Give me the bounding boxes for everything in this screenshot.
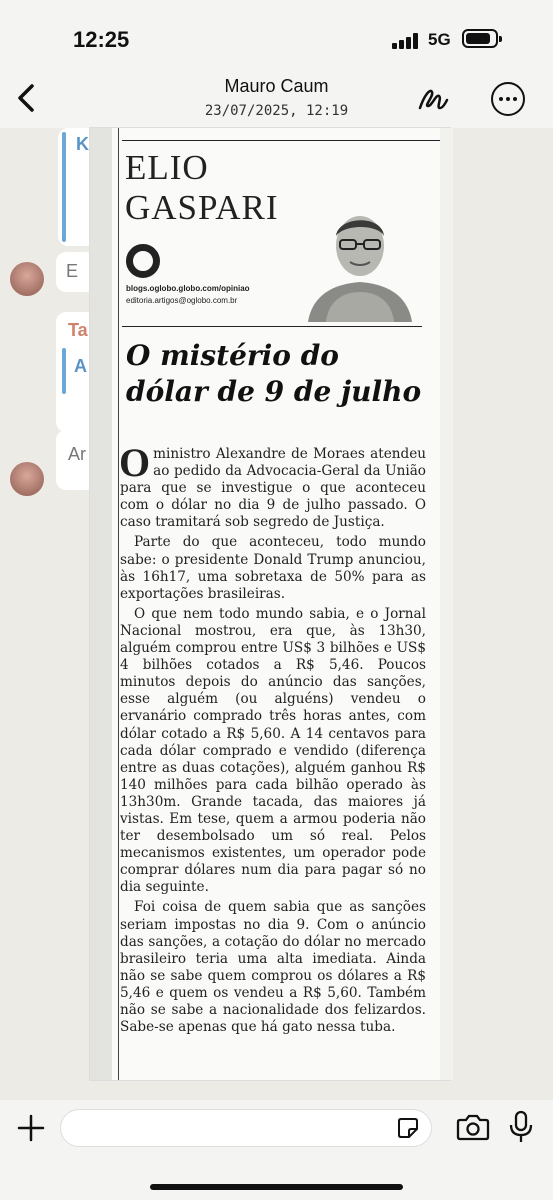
paragraph: Foi coisa de quem sabia que as sanções seriam impostas no dia 9. Com o anúncio das sanções, a cotação do dólar no mercado brasileiro teria uma alta imediata. Ainda não se sabe quem comprou os dólares a R$ 5,46 e quem os vendeu a R$ 5,60. Também não se sabe a nacionalidade dos felizardos. Sabe-se apenas que há gato nessa tuba. [120,899,426,1036]
message-datetime: 23/07/2025, 12:19 [204,103,349,119]
reply-tag: Ta [68,320,88,340]
home-indicator [150,1184,403,1190]
columnist-name: ELIO GASPARI [125,148,279,227]
paragraph: O ministro Alexandre de Moraes atendeu ao pedido da Advocacia-Geral da União para que se investigue o que aconteceu com o dólar no dia 9 de julho passado. O caso tramitará sob segredo de Justiça. [119,440,426,531]
columnist-photo [298,206,422,322]
battery-icon [462,29,498,48]
avatar [10,262,44,296]
paragraph: O que nem todo mundo sabia, e o Jornal Nacional mostrou, era que, às 13h30, alguém comprou entre US$ 3 bilhões e US$ 4 bilhões cotados a R$ 5,46. Poucos minutos depois do anúncio das sanções, esse alguém (ou alguéns) vendeu o ervanário comprado três horas antes, com dólar cotado a R$ 5,60. A 14 centavos para cada dólar comprado e vendido (diferença entre as duas cotações), alguém ganhou R$ 140 milhões para cada bilhão operado às 13h30m. Grande tacada, das maiores já vistas. Em tese, quem a armou poderia não ter desembolsado um só real. Pelos mecanismos existentes, um operador pode comprar dólares num dia para pagar só no dia seguinte. [120,605,426,896]
draw-icon[interactable] [416,82,450,114]
message-fragment: E [66,261,79,281]
signal-icon [392,33,420,49]
more-icon[interactable] [491,82,525,116]
newspaper-image[interactable] [90,128,450,1080]
sticker-icon[interactable] [397,1117,419,1139]
clock: 12:25 [73,27,130,52]
article-headline: O mistério do dólar de 9 de julho [126,339,422,408]
message-composer [0,1100,553,1200]
status-bar [0,0,553,70]
blog-url: blogs.oglobo.globo.com/opiniao [126,284,250,293]
network-label: 5G [428,30,451,49]
reply-letter: A [74,356,87,376]
chat-header [0,70,553,128]
message-input[interactable] [60,1109,432,1147]
newspaper-logo [126,244,160,278]
reply-letter: K [76,134,89,154]
plus-icon[interactable] [17,1114,45,1142]
mic-icon[interactable] [508,1110,534,1144]
drop-cap: O [119,440,151,485]
article-body [119,440,426,1039]
camera-icon[interactable] [456,1112,490,1142]
message-fragment: Ar [68,444,86,464]
editor-email: editoria.artigos@oglobo.com.br [126,296,238,305]
contact-name[interactable]: Mauro Caum [224,76,329,96]
avatar [10,462,44,496]
paragraph: Parte do que aconteceu, todo mundo sabe: o presidente Donald Trump anunciou, às 16h17, uma sobretaxa de 50% para as exportações brasileiras. [120,534,426,602]
